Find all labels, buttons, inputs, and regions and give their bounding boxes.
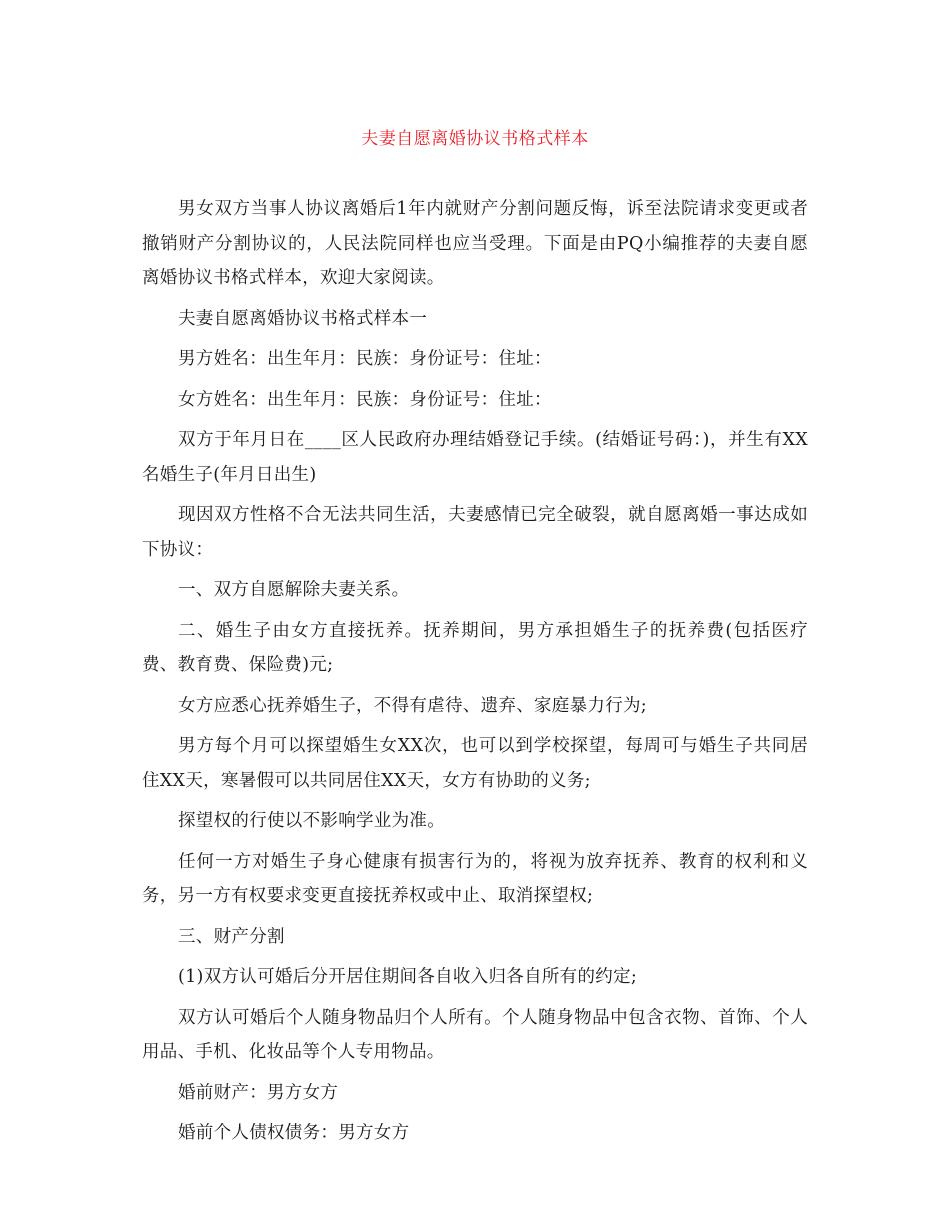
paragraph-visitation-limit: 探望权的行使以不影响学业为准。 xyxy=(178,811,445,831)
paragraph-male-info: 男方姓名：出生年月：民族：身份证号：住址： xyxy=(178,349,552,369)
paragraph-marriage-registration: 双方于年月日在____区人民政府办理结婚登记手续。(结婚证号码：)，并生有XX名婚生子(年月日出生) xyxy=(142,430,808,485)
paragraph-income: (1)双方认可婚后分开居住期间各自收入归各自所有的约定; xyxy=(178,967,638,987)
paragraph-intro: 男女双方当事人协议离婚后1年内就财产分割问题反悔，诉至法院请求变更或者撤销财产分割协议的，人民法院同样也应当受理。下面是由PQ小编推荐的夫妻自愿离婚协议书格式样本，欢迎大家阅读。 xyxy=(142,199,808,288)
document-body xyxy=(142,192,808,1157)
paragraph-female-info: 女方姓名：出生年月：民族：身份证号：住址： xyxy=(178,389,552,410)
paragraph-clause-1: 一、双方自愿解除夫妻关系。 xyxy=(178,580,410,600)
paragraph-premarital-property: 婚前财产：男方女方 xyxy=(178,1082,339,1103)
paragraph-personal-items: 双方认可婚后个人随身物品归个人所有。个人随身物品中包含衣物、首饰、个人用品、手机、化妆品等个人专用物品。 xyxy=(142,1007,808,1062)
paragraph-clause-2: 二、婚生子由女方直接抚养。抚养期间，男方承担婚生子的抚养费(包括医疗费、教育费、保险费)元; xyxy=(142,620,808,675)
paragraph-visitation: 男方每个月可以探望婚生女XX次，也可以到学校探望，每周可与婚生子共同居住XX天，寒暑假可以共同居住XX天，女方有协助的义务; xyxy=(142,736,808,791)
paragraph-sample-heading: 夫妻自愿离婚协议书格式样本一 xyxy=(178,308,428,329)
paragraph-clause-3: 三、财产分割 xyxy=(178,926,285,947)
paragraph-reason: 现因双方性格不合无法共同生活，夫妻感情已完全破裂，就自愿离婚一事达成如下协议： xyxy=(142,505,808,560)
paragraph-harm-clause: 任何一方对婚生子身心健康有损害行为的，将视为放弃抚养、教育的权利和义务，另一方有权要求变更直接抚养权或中止、取消探望权; xyxy=(142,851,808,906)
paragraph-custody-duty: 女方应悉心抚养婚生子，不得有虐待、遗弃、家庭暴力行为; xyxy=(178,695,647,716)
paragraph-premarital-debts: 婚前个人债权债务：男方女方 xyxy=(178,1123,410,1143)
document-title: 夫妻自愿离婚协议书格式样本 xyxy=(361,129,589,149)
